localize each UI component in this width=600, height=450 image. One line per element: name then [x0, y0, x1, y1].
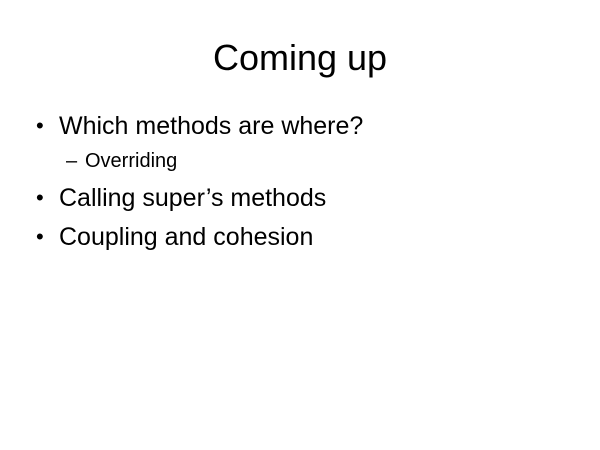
bullet-marker: • — [36, 113, 44, 138]
bullet-text: Calling super’s methods — [59, 184, 327, 212]
slide-title: Coming up — [212, 37, 388, 78]
bullet-text: Which methods are where? — [59, 112, 364, 140]
bullet-item-calling-super — [0, 180, 600, 216]
sub-bullet-marker: – — [66, 150, 78, 172]
bullet-marker: • — [36, 185, 44, 210]
sub-bullet-item-overriding — [0, 147, 600, 175]
bullet-item-coupling-cohesion — [0, 219, 600, 255]
bullet-text: Coupling and cohesion — [59, 223, 314, 251]
bullet-item-which-methods — [0, 108, 600, 144]
sub-bullet-text: Overriding — [85, 150, 178, 172]
bullet-marker: • — [36, 224, 44, 249]
